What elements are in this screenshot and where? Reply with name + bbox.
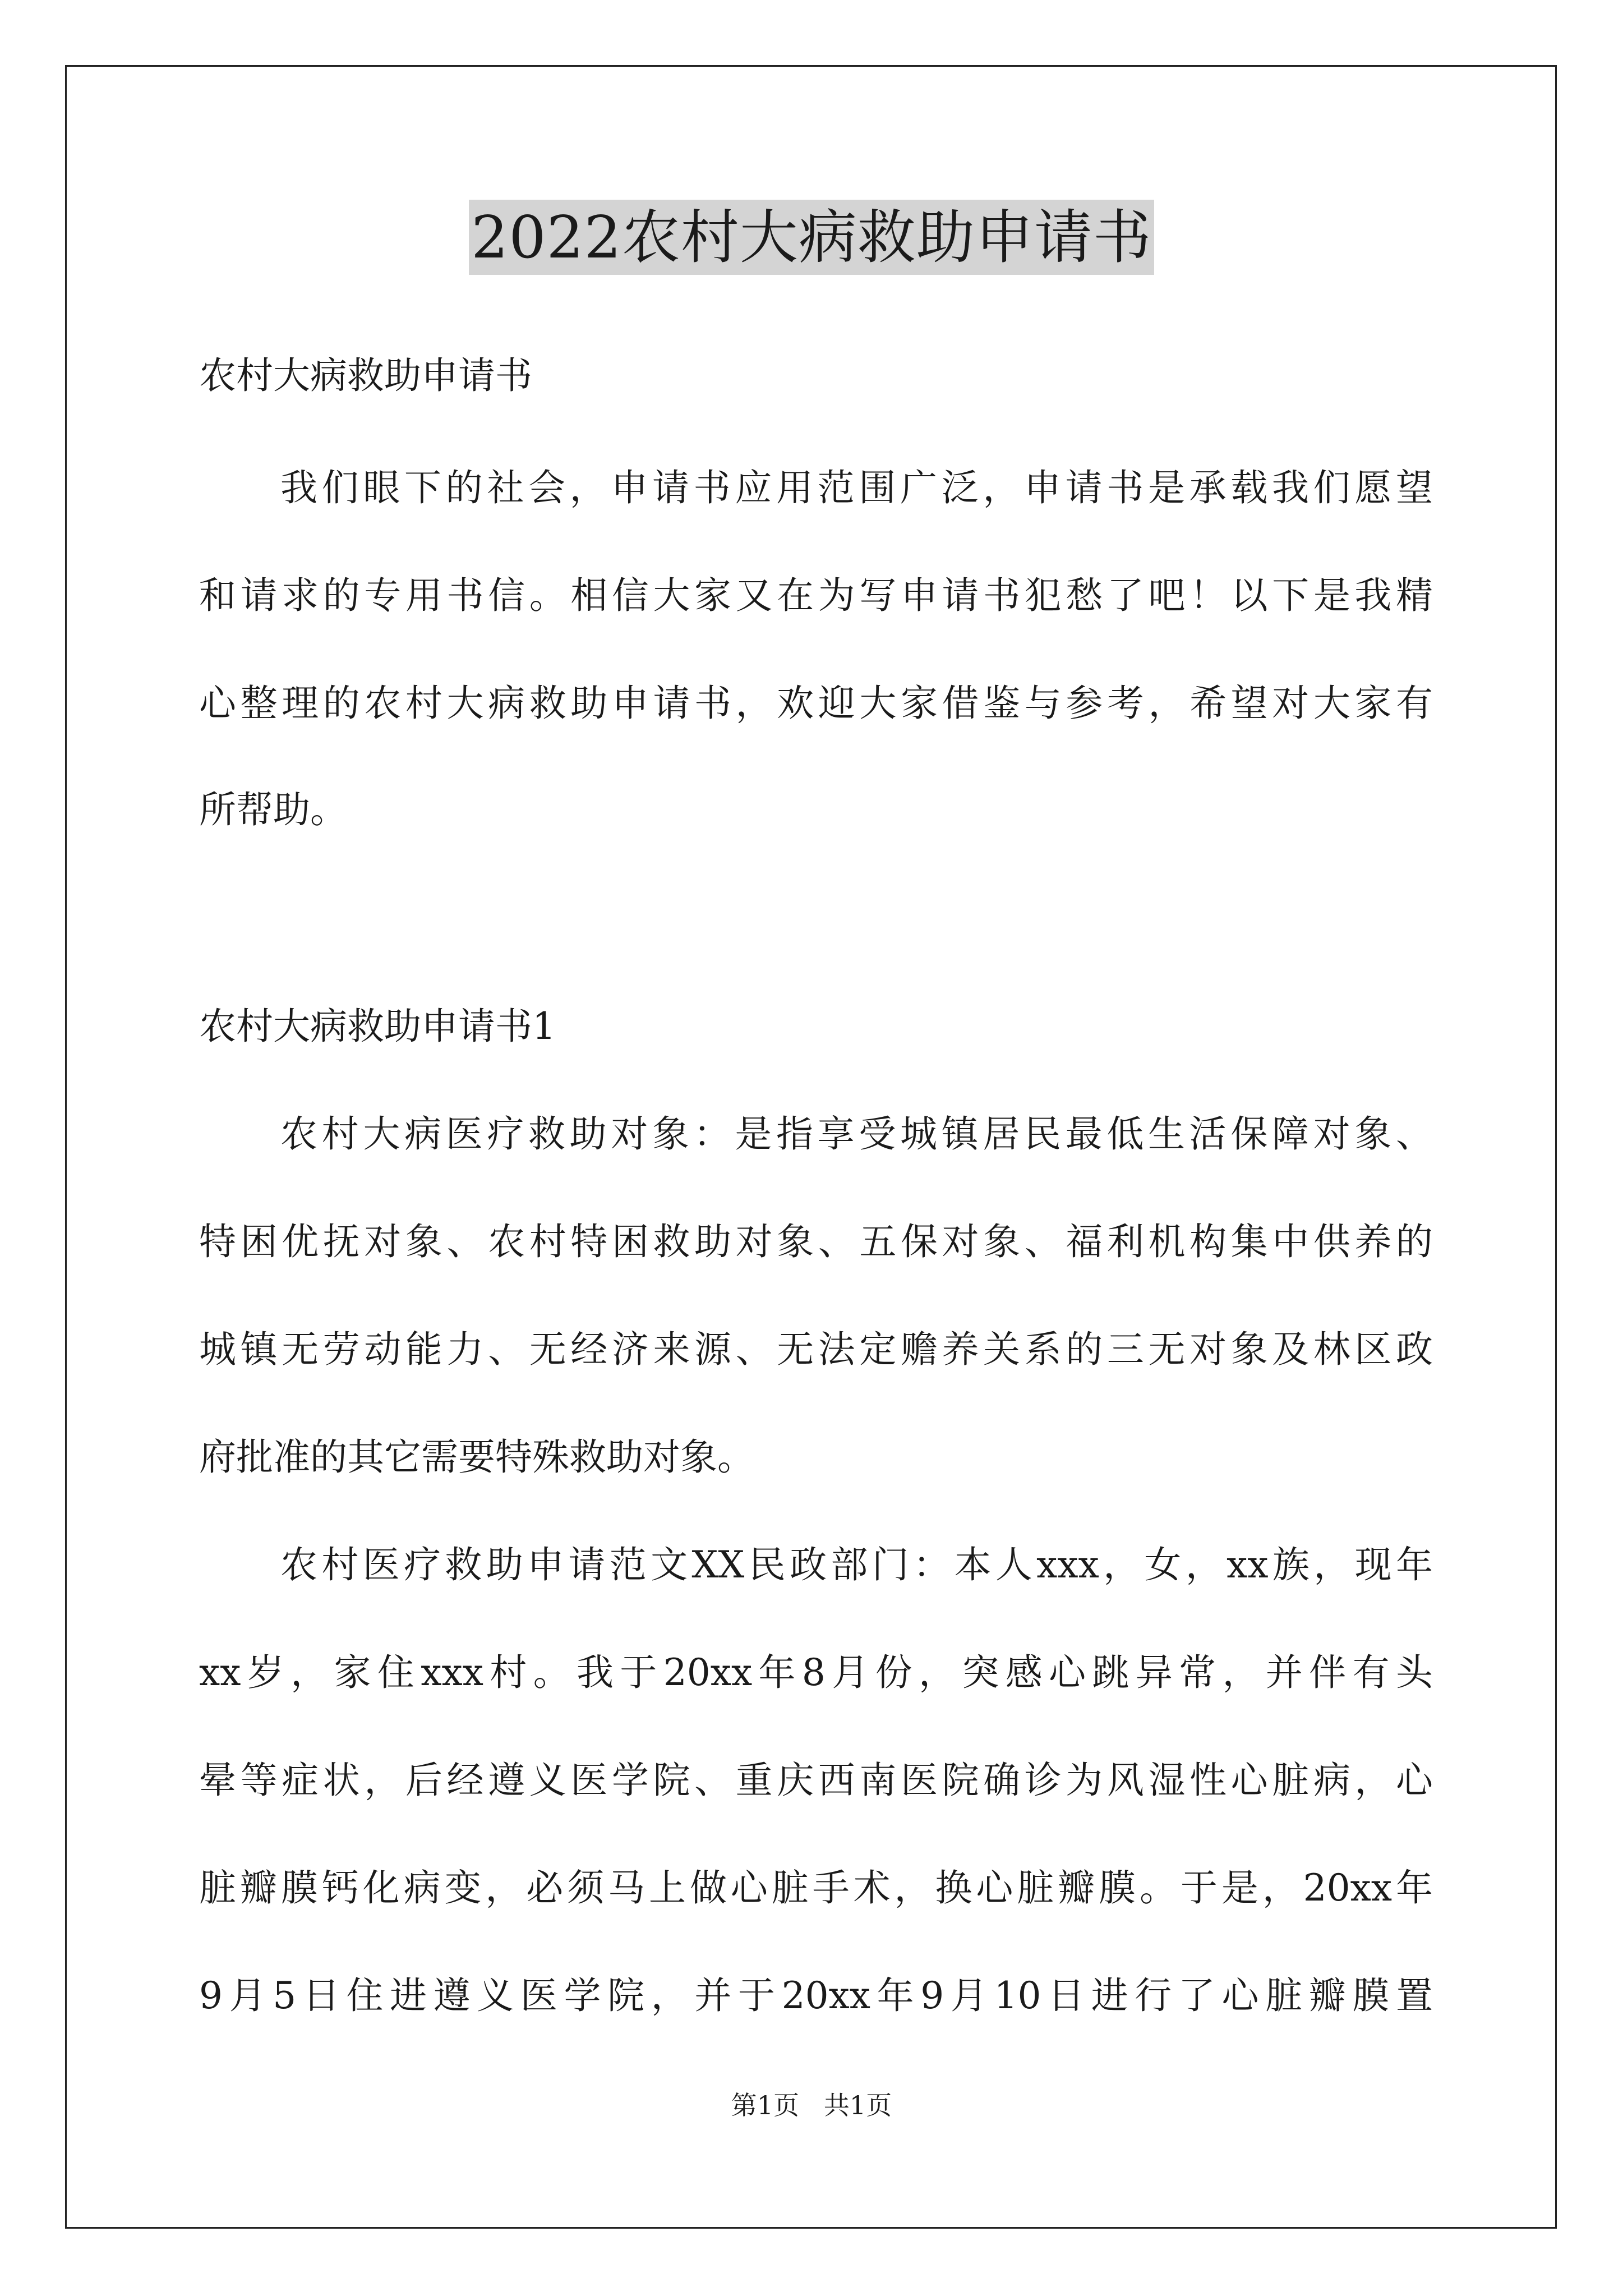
page-footer: 第1页 共1页 <box>731 2090 892 2120</box>
section-heading: 农村大病救助申请书1 <box>199 1005 556 1048</box>
paragraph-line: 特困优抚对象、农村特困救助对象、五保对象、福利机构集中供养的 <box>199 1220 1433 1263</box>
paragraph-line: xx岁，家住xxx村。我于20xx年8月份，突感心跳异常，并伴有头 <box>199 1651 1433 1694</box>
title-container <box>0 200 1623 275</box>
intro-line: 所帮助。 <box>199 788 347 831</box>
paragraph-line: 脏瓣膜钙化病变，必须马上做心脏手术，换心脏瓣膜。于是，20xx年 <box>199 1866 1433 1910</box>
subtitle: 农村大病救助申请书 <box>199 354 532 397</box>
paragraph-line: 农村大病医疗救助对象：是指享受城镇居民最低生活保障对象、 <box>280 1112 1433 1156</box>
paragraph-line: 9月5日住进遵义医学院，并于20xx年9月10日进行了心脏瓣膜置 <box>199 1974 1433 2017</box>
paragraph-line: 府批准的其它需要特殊救助对象。 <box>199 1435 754 1479</box>
document-title: 2022农村大病救助申请书 <box>469 200 1154 275</box>
paragraph-line: 晕等症状，后经遵义医学院、重庆西南医院确诊为风湿性心脏病，心 <box>199 1759 1433 1802</box>
intro-line: 心整理的农村大病救助申请书，欢迎大家借鉴与参考，希望对大家有 <box>199 682 1433 725</box>
paragraph-line: 农村医疗救助申请范文XX民政部门：本人xxx，女，xx族，现年 <box>280 1543 1433 1586</box>
intro-line: 我们眼下的社会，申请书应用范围广泛，申请书是承载我们愿望 <box>280 466 1433 509</box>
intro-line: 和请求的专用书信。相信大家又在为写申请书犯愁了吧！以下是我精 <box>199 574 1433 617</box>
paragraph-line: 城镇无劳动能力、无经济来源、无法定赡养关系的三无对象及林区政 <box>199 1328 1433 1371</box>
